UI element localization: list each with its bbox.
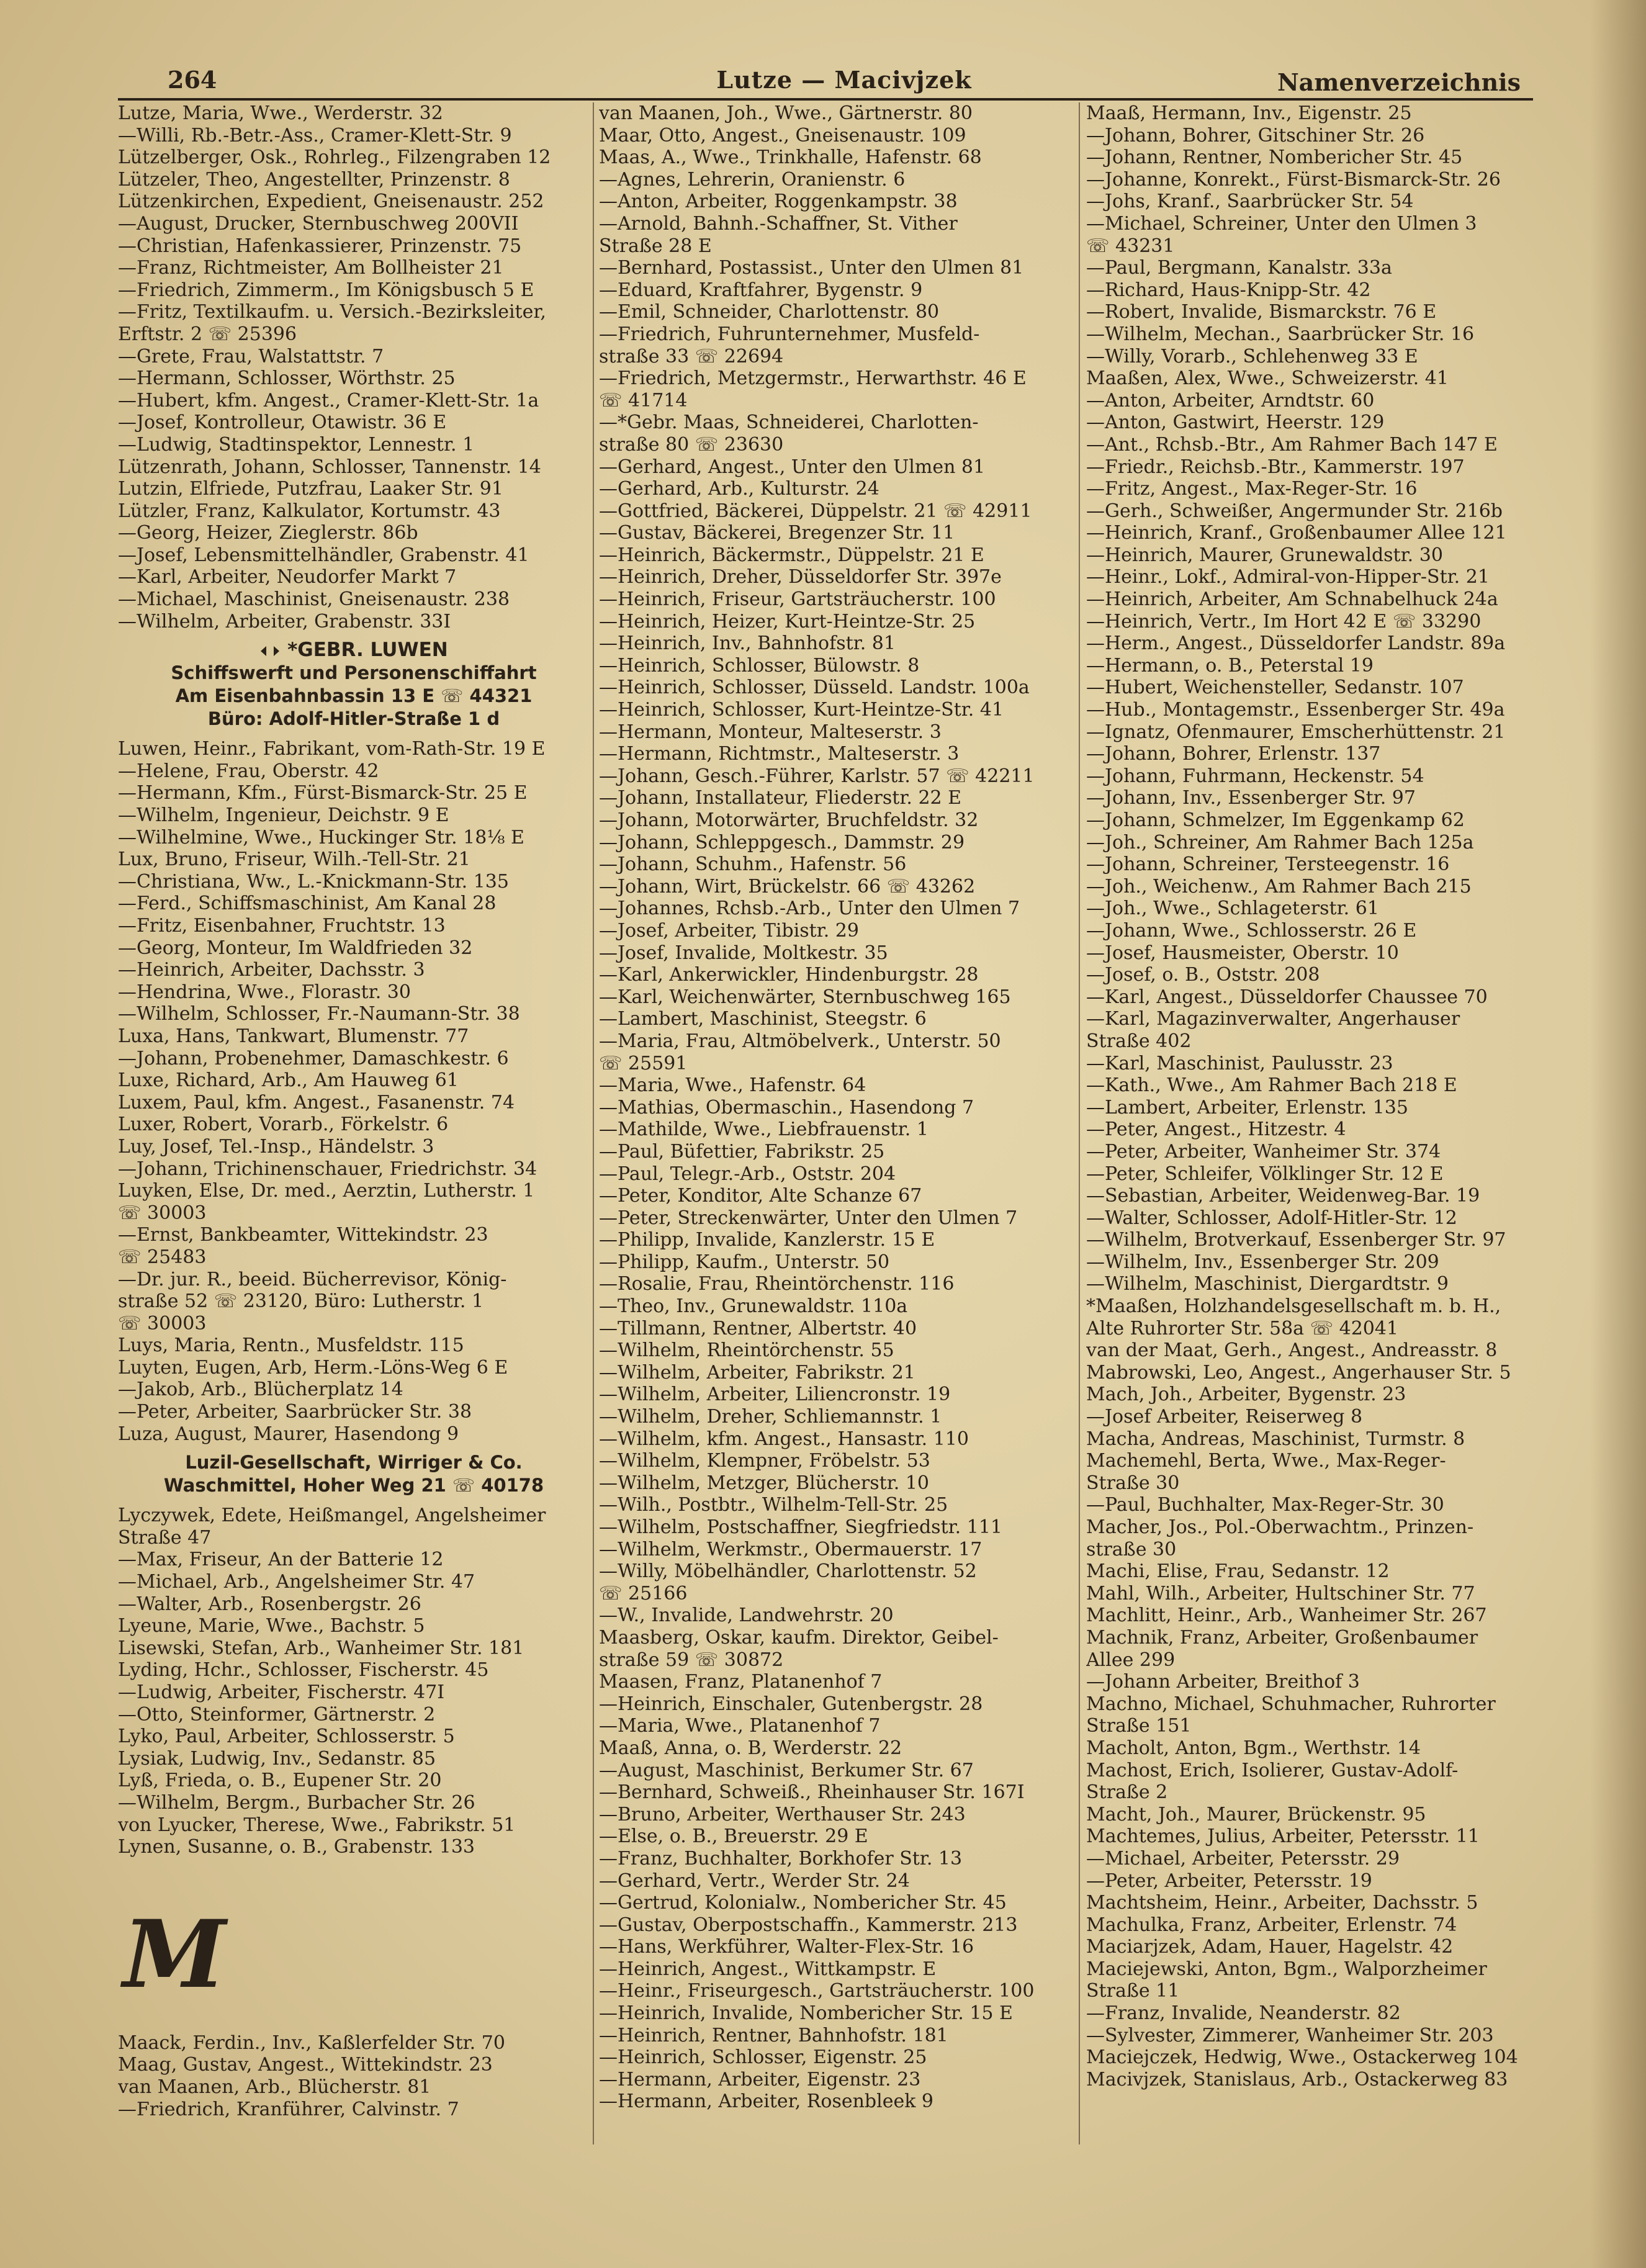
directory-entry: —Wilhelm, Inv., Essenberger Str. 209: [1086, 1251, 1439, 1273]
directory-entry: —Philipp, Invalide, Kanzlerstr. 15 E: [599, 1229, 935, 1251]
ad-luzil-name: Luzil-Gesellschaft, Wirriger & Co.: [185, 1452, 523, 1474]
directory-entry: —Johann, Rentner, Nombericher Str. 45: [1086, 146, 1463, 169]
directory-entry: —Hubert, Weichensteller, Sedanstr. 107: [1086, 677, 1464, 699]
directory-entry: Luys, Maria, Rentn., Musfeldstr. 115: [118, 1334, 464, 1357]
directory-entry: —Josef, Arbeiter, Tibistr. 29: [599, 919, 859, 942]
directory-entry: —Karl, Weichenwärter, Sternbuschweg 165: [599, 986, 1011, 1008]
directory-entry: —Karl, Ankerwickler, Hindenburgstr. 28: [599, 964, 979, 986]
directory-entry: —Else, o. B., Breuerstr. 29 E: [599, 1825, 868, 1848]
directory-entry: ☏ 30003: [118, 1202, 207, 1224]
directory-entry: —Josef, Hausmeister, Oberstr. 10: [1086, 942, 1399, 964]
directory-entry: —Paul, Bergmann, Kanalstr. 33a: [1086, 257, 1392, 279]
directory-entry: —Willy, Vorarb., Schlehenweg 33 E: [1086, 345, 1418, 367]
entry-list-low: [118, 1505, 590, 1858]
directory-entry: —Eduard, Kraftfahrer, Bygenstr. 9: [599, 279, 923, 301]
directory-entry: —Ludwig, Stadtinspektor, Lennestr. 1: [118, 433, 475, 456]
directory-entry: —W., Invalide, Landwehrstr. 20: [599, 1604, 894, 1627]
directory-entry: Lützenrath, Johann, Schlosser, Tannenstr. 14: [118, 456, 541, 478]
directory-entry: —Ant., Rchsb.-Btr., Am Rahmer Bach 147 E: [1086, 433, 1498, 456]
directory-entry: —Bruno, Arbeiter, Werthauser Str. 243: [599, 1803, 966, 1825]
directory-entry: Mabrowski, Leo, Angest., Angerhauser Str. 5: [1086, 1361, 1511, 1384]
column-3: [1086, 102, 1545, 2090]
directory-entry: Maaß, Hermann, Inv., Eigenstr. 25: [1086, 102, 1412, 124]
directory-entry: —Johann, Schmelzer, Im Eggenkamp 62: [1086, 809, 1465, 831]
directory-entry: —Hermann, Schlosser, Wörthstr. 25: [118, 367, 456, 390]
directory-entry: straße 30: [1086, 1538, 1177, 1560]
directory-entry: —Heinrich, Kranf., Großenbaumer Allee 121: [1086, 522, 1507, 544]
ad-luwen-name: *GEBR. LUWEN: [287, 639, 448, 662]
directory-entry: Alte Ruhrorter Str. 58a ☏ 42041: [1086, 1317, 1399, 1339]
directory-entry: —Gerhard, Arb., Kulturstr. 24: [599, 478, 879, 500]
column-1: [118, 102, 590, 2120]
directory-entry: —Rosalie, Frau, Rheintörchenstr. 116: [599, 1273, 955, 1295]
directory-entry: —Hermann, Richtmstr., Malteserstr. 3: [599, 743, 960, 765]
directory-entry: Maciejczek, Hedwig, Wwe., Ostackerweg 104: [1086, 2046, 1518, 2069]
directory-entry: Mach, Joh., Arbeiter, Bygenstr. 23: [1086, 1384, 1406, 1406]
directory-entry: —Peter, Streckenwärter, Unter den Ulmen 7: [599, 1207, 1018, 1229]
directory-entry: Lyczywek, Edete, Heißmangel, Angelsheimer: [118, 1505, 546, 1527]
directory-entry: straße 33 ☏ 22694: [599, 345, 784, 367]
directory-entry: van Maanen, Arb., Blücherstr. 81: [118, 2076, 431, 2098]
directory-entry: Luxem, Paul, kfm. Angest., Fasanenstr. 74: [118, 1091, 515, 1114]
directory-entry: —Ludwig, Arbeiter, Fischerstr. 47I: [118, 1681, 445, 1703]
directory-entry: —Wilh., Postbtr., Wilhelm-Tell-Str. 25: [599, 1494, 948, 1516]
directory-entry: Straße 11: [1086, 1980, 1180, 2002]
directory-entry: —Johann, Probenehmer, Damaschkestr. 6: [118, 1047, 509, 1069]
directory-entry: Maas, A., Wwe., Trinkhalle, Hafenstr. 68: [599, 146, 982, 169]
directory-entry: Machno, Michael, Schuhmacher, Ruhrorter: [1086, 1693, 1496, 1715]
directory-entry: —Wilhelm, Bergm., Burbacher Str. 26: [118, 1791, 475, 1814]
directory-entry: —Christian, Hafenkassierer, Prinzenstr. 75: [118, 235, 522, 257]
entry-list: [599, 102, 1068, 2113]
directory-entry: —August, Drucker, Sternbuschweg 200VII: [118, 212, 519, 235]
directory-entry: —Heinrich, Bäckermstr., Düppelstr. 21 E: [599, 544, 984, 566]
directory-entry: Luxe, Richard, Arb., Am Hauweg 61: [118, 1069, 459, 1092]
directory-entry: ☏ 41714: [599, 389, 688, 412]
directory-entry: Straße 2: [1086, 1781, 1168, 1804]
directory-entry: Macholt, Anton, Bgm., Werthstr. 14: [1086, 1737, 1421, 1759]
directory-entry: —Gottfried, Bäckerei, Düppelstr. 21 ☏ 42911: [599, 500, 1032, 522]
directory-entry: Straße 28 E: [599, 235, 712, 257]
directory-entry: Luwen, Heinr., Fabrikant, vom-Rath-Str. 19 E: [118, 738, 546, 760]
directory-entry: —Georg, Heizer, Zieglerstr. 86b: [118, 522, 418, 544]
directory-entry: —Ignatz, Ofenmaurer, Emscherhüttenstr. 21: [1086, 721, 1506, 743]
directory-entry: —Friedrich, Metzgermstr., Herwarthstr. 46 E: [599, 367, 1027, 390]
directory-entry: —Karl, Maschinist, Paulusstr. 23: [1086, 1052, 1393, 1074]
directory-entry: —Agnes, Lehrerin, Oranienstr. 6: [599, 168, 906, 191]
directory-entry: —Heinrich, Friseur, Gartsträucherstr. 100: [599, 588, 996, 611]
directory-entry: —Hermann, o. B., Peterstal 19: [1086, 654, 1374, 677]
directory-entry: ☏ 25591: [599, 1052, 688, 1074]
directory-entry: Straße 151: [1086, 1715, 1192, 1737]
directory-entry: —Fritz, Textilkaufm. u. Versich.-Bezirksleiter,: [118, 301, 546, 323]
directory-entry: Machost, Erich, Isolierer, Gustav-Adolf-: [1086, 1759, 1459, 1781]
directory-entry: —Joh., Wwe., Schlageterstr. 61: [1086, 898, 1379, 920]
directory-entry: —Johanne, Konrekt., Fürst-Bismarck-Str. 26: [1086, 168, 1501, 191]
directory-entry: —Heinrich, Schlosser, Eigenstr. 25: [599, 2046, 927, 2069]
column-divider: [1079, 102, 1080, 2144]
directory-entry: Machtsheim, Heinr., Arbeiter, Dachsstr. 5: [1086, 1892, 1478, 1914]
directory-entry: van Maanen, Joh., Wwe., Gärtnerstr. 80: [599, 102, 973, 124]
entry-list-bottom: [118, 2032, 590, 2120]
directory-entry: —Franz, Richtmeister, Am Bollheister 21: [118, 257, 504, 279]
directory-entry: Lux, Bruno, Friseur, Wilh.-Tell-Str. 21: [118, 848, 470, 871]
directory-entry: —Fritz, Angest., Max-Reger-Str. 16: [1086, 478, 1418, 500]
directory-entry: —Wilhelm, Arbeiter, Grabenstr. 33I: [118, 610, 451, 632]
ad-luwen-address: Am Eisenbahnbassin 13 E ☏ 44321: [175, 685, 533, 707]
section-letter: M: [123, 1899, 227, 2009]
directory-entry: Luxa, Hans, Tankwart, Blumenstr. 77: [118, 1025, 469, 1047]
directory-entry: —Paul, Telegr.-Arb., Oststr. 204: [599, 1163, 896, 1185]
directory-entry: —Wilhelm, Brotverkauf, Essenberger Str. 97: [1086, 1229, 1506, 1251]
directory-entry: Macha, Andreas, Maschinist, Turmstr. 8: [1086, 1428, 1465, 1450]
directory-entry: —Fritz, Eisenbahner, Fruchtstr. 13: [118, 915, 446, 937]
directory-entry: Lynen, Susanne, o. B., Grabenstr. 133: [118, 1836, 475, 1858]
directory-entry: —Georg, Monteur, Im Waldfrieden 32: [118, 937, 473, 959]
directory-entry: —Wilhelm, Postschaffner, Siegfriedstr. 111: [599, 1516, 1003, 1538]
directory-entry: —Johann, Gesch.-Führer, Karlstr. 57 ☏ 42211: [599, 765, 1035, 787]
directory-entry: —Hermann, Monteur, Malteserstr. 3: [599, 721, 942, 743]
directory-entry: Lützenkirchen, Expedient, Gneisenaustr. 252: [118, 191, 544, 213]
directory-entry: straße 52 ☏ 23120, Büro: Lutherstr. 1: [118, 1290, 484, 1313]
directory-entry: —Heinrich, Angest., Wittkampstr. E: [599, 1958, 937, 1980]
directory-entry: —Wilhelm, kfm. Angest., Hansastr. 110: [599, 1428, 969, 1450]
directory-entry: —Wilhelm, Arbeiter, Fabrikstr. 21: [599, 1361, 915, 1384]
directory-entry: —Gerh., Schweißer, Angermunder Str. 216b: [1086, 500, 1503, 522]
directory-entry: —Maria, Wwe., Platanenhof 7: [599, 1715, 881, 1737]
directory-entry: —Bernhard, Schweiß., Rheinhauser Str. 167I: [599, 1781, 1025, 1804]
directory-entry: —Wilhelm, Rheintörchenstr. 55: [599, 1339, 894, 1362]
directory-entry: —Willy, Möbelhändler, Charlottenstr. 52: [599, 1560, 977, 1583]
directory-entry: —Johann, Bohrer, Gitschiner Str. 26: [1086, 124, 1425, 146]
directory-entry: Luza, August, Maurer, Hasendong 9: [118, 1423, 459, 1445]
directory-entry: —Johs, Kranf., Saarbrücker Str. 54: [1086, 191, 1414, 213]
directory-entry: —August, Maschinist, Berkumer Str. 67: [599, 1759, 974, 1781]
directory-entry: —Tillmann, Rentner, Albertstr. 40: [599, 1317, 917, 1339]
directory-entry: —Hermann, Arbeiter, Rosenbleek 9: [599, 2090, 934, 2113]
page-number: 264: [168, 66, 217, 94]
ad-luzil-address: Waschmittel, Hoher Weg 21 ☏ 40178: [163, 1475, 544, 1496]
directory-entry: —Dr. jur. R., beeid. Bücherrevisor, König-: [118, 1268, 507, 1290]
directory-entry: —Heinrich, Maurer, Grunewaldstr. 30: [1086, 544, 1443, 566]
directory-entry: —Gerhard, Angest., Unter den Ulmen 81: [599, 456, 986, 478]
directory-entry: —Helene, Frau, Oberstr. 42: [118, 760, 379, 782]
directory-entry: van der Maat, Gerh., Angest., Andreasstr. 8: [1086, 1339, 1498, 1362]
directory-entry: Lützelberger, Osk., Rohrleg., Filzengraben 12: [118, 146, 551, 169]
directory-entry: Lyß, Frieda, o. B., Eupener Str. 20: [118, 1770, 442, 1792]
directory-entry: Luy, Josef, Tel.-Insp., Händelstr. 3: [118, 1135, 434, 1158]
directory-entry: —Joh., Weichenw., Am Rahmer Bach 215: [1086, 875, 1472, 898]
directory-entry: —Ernst, Bankbeamter, Wittekindstr. 23: [118, 1224, 488, 1246]
directory-entry: —Friedrich, Kranführer, Calvinstr. 7: [118, 2098, 459, 2120]
directory-entry: —Bernhard, Postassist., Unter den Ulmen 81: [599, 257, 1024, 279]
directory-entry: —Johann, Wwe., Schlosserstr. 26 E: [1086, 919, 1417, 942]
directory-entry: Maasen, Franz, Platanenhof 7: [599, 1671, 883, 1693]
directory-entry: ☏ 25166: [599, 1582, 688, 1604]
directory-entry: —Wilhelmine, Wwe., Huckinger Str. 18⅛ E: [118, 826, 524, 848]
directory-entry: —Hubert, kfm. Angest., Cramer-Klett-Str. 1a: [118, 389, 539, 412]
directory-entry: —Sebastian, Arbeiter, Weidenweg-Bar. 19: [1086, 1185, 1480, 1207]
directory-entry: —Peter, Arbeiter, Saarbrücker Str. 38: [118, 1401, 472, 1423]
directory-entry: —Heinrich, Schlosser, Bülowstr. 8: [599, 654, 920, 677]
directory-entry: Maar, Otto, Angest., Gneisenaustr. 109: [599, 124, 966, 146]
directory-entry: ☏ 43231: [1086, 235, 1175, 257]
directory-entry: —Johann, Motorwärter, Bruchfeldstr. 32: [599, 809, 979, 831]
directory-entry: —Anton, Arbeiter, Arndtstr. 60: [1086, 389, 1375, 412]
directory-entry: —Peter, Angest., Hitzestr. 4: [1086, 1118, 1346, 1141]
directory-entry: Lyko, Paul, Arbeiter, Schlosserstr. 5: [118, 1726, 455, 1748]
directory-entry: —Hub., Montagemstr., Essenberger Str. 49a: [1086, 699, 1505, 721]
section-title: Namenverzeichnis: [1277, 68, 1521, 96]
directory-entry: Lutzin, Elfriede, Putzfrau, Laaker Str. 91: [118, 478, 503, 500]
directory-entry: —Willi, Rb.-Betr.-Ass., Cramer-Klett-Str. 9: [118, 124, 512, 146]
directory-entry: Luyken, Else, Dr. med., Aerztin, Lutherstr. 1: [118, 1180, 535, 1202]
directory-entry: —Hendrina, Wwe., Florastr. 30: [118, 981, 411, 1003]
entry-list-top: [118, 102, 590, 632]
directory-entry: Straße 402: [1086, 1030, 1192, 1052]
directory-entry: —Johann Arbeiter, Breithof 3: [1086, 1671, 1360, 1693]
directory-entry: —Gustav, Oberpostschaffn., Kammerstr. 213: [599, 1914, 1018, 1936]
directory-entry: Maack, Ferdin., Inv., Kaßlerfelder Str. 70: [118, 2032, 505, 2054]
directory-entry: —Johann, Schreiner, Tersteegenstr. 16: [1086, 853, 1450, 876]
directory-entry: —Michael, Arbeiter, Petersstr. 29: [1086, 1847, 1400, 1870]
directory-entry: Maag, Gustav, Angest., Wittekindstr. 23: [118, 2054, 493, 2076]
directory-entry: —Wilhelm, Arbeiter, Liliencronstr. 19: [599, 1384, 951, 1406]
directory-entry: —Hermann, Arbeiter, Eigenstr. 23: [599, 2068, 921, 2090]
directory-entry: —Anton, Arbeiter, Roggenkampstr. 38: [599, 191, 958, 213]
directory-entry: Lützler, Franz, Kalkulator, Kortumstr. 43: [118, 500, 501, 522]
directory-entry: —Wilhelm, Dreher, Schliemannstr. 1: [599, 1406, 942, 1428]
directory-entry: —Heinrich, Invalide, Nombericher Str. 15 E: [599, 2002, 1013, 2025]
directory-entry: —Wilhelm, Metzger, Blücherstr. 10: [599, 1472, 930, 1494]
ad-luwen-office: Büro: Adolf-Hitler-Straße 1 d: [207, 708, 500, 730]
directory-entry: —Joh., Schreiner, Am Rahmer Bach 125a: [1086, 831, 1474, 853]
directory-entry: Maasberg, Oskar, kaufm. Direktor, Geibel-: [599, 1626, 999, 1649]
directory-entry: —Robert, Invalide, Bismarckstr. 76 E: [1086, 301, 1437, 323]
column-divider: [593, 102, 594, 2144]
directory-entry: —Hermann, Kfm., Fürst-Bismarck-Str. 25 E: [118, 782, 528, 804]
directory-entry: —Heinrich, Arbeiter, Am Schnabelhuck 24a: [1086, 588, 1498, 611]
directory-entry: —Richard, Haus-Knipp-Str. 42: [1086, 279, 1371, 301]
directory-entry: —Karl, Angest., Düsseldorfer Chaussee 70: [1086, 986, 1488, 1008]
directory-entry: —Mathilde, Wwe., Liebfrauenstr. 1: [599, 1118, 929, 1141]
directory-entry: —Walter, Arb., Rosenbergstr. 26: [118, 1593, 421, 1615]
directory-entry: —Wilhelm, Mechan., Saarbrücker Str. 16: [1086, 323, 1475, 345]
directory-entry: Macher, Jos., Pol.-Oberwachtm., Prinzen-: [1086, 1516, 1474, 1538]
directory-entry: —Wilhelm, Schlosser, Fr.-Naumann-Str. 38: [118, 1003, 520, 1025]
directory-entry: —Ferd., Schiffsmaschinist, Am Kanal 28: [118, 893, 497, 915]
directory-entry: —Michael, Arb., Angelsheimer Str. 47: [118, 1571, 475, 1593]
ad-luwen-business: Schiffswerft und Personenschiffahrt: [171, 662, 537, 684]
directory-entry: —Josef, Invalide, Moltkestr. 35: [599, 942, 888, 964]
directory-entry: —Paul, Buchhalter, Max-Reger-Str. 30: [1086, 1494, 1444, 1516]
directory-entry: Straße 47: [118, 1526, 212, 1549]
directory-entry: —Karl, Magazinverwalter, Angerhauser: [1086, 1008, 1460, 1030]
directory-entry: —Johann, Schleppgesch., Dammstr. 29: [599, 831, 965, 853]
directory-entry: Lysiak, Ludwig, Inv., Sedanstr. 85: [118, 1747, 436, 1770]
directory-entry: Maaßen, Alex, Wwe., Schweizerstr. 41: [1086, 367, 1449, 390]
directory-entry: Lyeune, Marie, Wwe., Bachstr. 5: [118, 1615, 425, 1637]
directory-entry: Machlitt, Heinr., Arb., Wanheimer Str. 267: [1086, 1604, 1487, 1627]
directory-entry: Allee 299: [1086, 1649, 1176, 1671]
directory-entry: —Franz, Buchhalter, Borkhofer Str. 13: [599, 1847, 963, 1870]
directory-entry: —Gerhard, Vertr., Werder Str. 24: [599, 1870, 910, 1892]
directory-entry: von Lyucker, Therese, Wwe., Fabrikstr. 51: [118, 1814, 516, 1836]
directory-entry: —Paul, Büfettier, Fabrikstr. 25: [599, 1140, 885, 1163]
directory-entry: —Wilhelm, Maschinist, Diergardtstr. 9: [1086, 1273, 1449, 1295]
directory-entry: —Hans, Werkführer, Walter-Flex-Str. 16: [599, 1936, 974, 1958]
directory-entry: —Johann, Inv., Essenberger Str. 97: [1086, 787, 1416, 809]
directory-entry: —Michael, Maschinist, Gneisenaustr. 238: [118, 588, 510, 611]
directory-entry: Machtemes, Julius, Arbeiter, Petersstr. 11: [1086, 1825, 1480, 1848]
directory-entry: —Friedr., Reichsb.-Btr., Kammerstr. 197: [1086, 456, 1465, 478]
directory-entry: —Heinrich, Einschaler, Gutenbergstr. 28: [599, 1693, 983, 1715]
directory-entry: —Johann, Fuhrmann, Heckenstr. 54: [1086, 765, 1424, 787]
directory-entry: —Heinrich, Arbeiter, Dachsstr. 3: [118, 959, 425, 981]
directory-entry: —Heinrich, Rentner, Bahnhofstr. 181: [599, 2024, 948, 2046]
directory-entry: —Heinrich, Schlosser, Düsseld. Landstr. 100a: [599, 677, 1030, 699]
directory-entry: ☏ 25483: [118, 1246, 207, 1268]
directory-entry: Machi, Elise, Frau, Sedanstr. 12: [1086, 1560, 1390, 1583]
directory-entry: —Arnold, Bahnh.-Schaffner, St. Vither: [599, 212, 958, 235]
directory-entry: Macivjzek, Stanislaus, Arb., Ostackerweg 83: [1086, 2068, 1508, 2090]
directory-entry: Straße 30: [1086, 1472, 1180, 1494]
page-header: [168, 62, 1521, 102]
directory-entry: —Jakob, Arb., Blücherplatz 14: [118, 1379, 403, 1401]
ad-luwen: [118, 639, 590, 731]
directory-entry: —Johann, Schuhm., Hafenstr. 56: [599, 853, 907, 876]
directory-entry: —Michael, Schreiner, Unter den Ulmen 3: [1086, 212, 1477, 235]
directory-entry: —Heinrich, Schlosser, Kurt-Heintze-Str. 41: [599, 699, 1004, 721]
directory-entry: Lyding, Hchr., Schlosser, Fischerstr. 45: [118, 1659, 489, 1681]
directory-entry: —Wilhelm, Ingenieur, Deichstr. 9 E: [118, 804, 449, 827]
directory-entry: —Philipp, Kaufm., Unterstr. 50: [599, 1251, 890, 1273]
directory-entry: —Peter, Konditor, Alte Schanze 67: [599, 1185, 922, 1207]
directory-entry: Luxer, Robert, Vorarb., Förkelstr. 6: [118, 1114, 449, 1136]
directory-entry: —Lambert, Arbeiter, Erlenstr. 135: [1086, 1096, 1408, 1118]
directory-entry: —Johannes, Rchsb.-Arb., Unter den Ulmen 7: [599, 898, 1020, 920]
directory-entry: —Friedrich, Zimmerm., Im Königsbusch 5 E: [118, 279, 534, 301]
directory-entry: —Heinrich, Inv., Bahnhofstr. 81: [599, 632, 896, 655]
directory-entry: —Heinr., Lokf., Admiral-von-Hipper-Str. 21: [1086, 566, 1490, 588]
entry-list: [1086, 102, 1545, 2090]
directory-entry: Mahl, Wilh., Arbeiter, Hultschiner Str. 77: [1086, 1582, 1475, 1604]
directory-entry: Maaß, Anna, o. B, Werderstr. 22: [599, 1737, 902, 1759]
directory-entry: —*Gebr. Maas, Schneiderei, Charlotten-: [599, 412, 979, 434]
entry-list-mid: [118, 738, 590, 1445]
directory-entry: —Peter, Arbeiter, Wanheimer Str. 374: [1086, 1140, 1441, 1163]
directory-entry: Macht, Joh., Maurer, Brückenstr. 95: [1086, 1803, 1426, 1825]
ad-luzil: [118, 1451, 590, 1497]
header-rule: [118, 98, 1533, 101]
directory-entry: —Gertrud, Kolonialw., Nombericher Str. 45: [599, 1892, 1007, 1914]
directory-entry: —Heinr., Friseurgesch., Gartsträucherstr. 100: [599, 1980, 1035, 2002]
directory-entry: —Theo, Inv., Grunewaldstr. 110a: [599, 1295, 908, 1318]
directory-entry: —Karl, Arbeiter, Neudorfer Markt 7: [118, 566, 457, 588]
directory-entry: straße 59 ☏ 30872: [599, 1649, 784, 1671]
directory-entry: —Max, Friseur, An der Batterie 12: [118, 1549, 444, 1571]
running-title: Lutze — Macivjzek: [716, 66, 972, 94]
directory-entry: Luyten, Eugen, Arb, Herm.-Löns-Weg 6 E: [118, 1356, 508, 1379]
directory-entry: —Christiana, Ww., L.-Knickmann-Str. 135: [118, 870, 509, 893]
directory-entry: —Friedrich, Fuhrunternehmer, Musfeld-: [599, 323, 980, 345]
ad-luwen-name-line: [118, 639, 590, 662]
directory-entry: —Josef, Lebensmittelhändler, Grabenstr. 41: [118, 544, 529, 566]
directory-entry: —Josef Arbeiter, Reiserweg 8: [1086, 1406, 1363, 1428]
directory-entry: —Gustav, Bäckerei, Bregenzer Str. 11: [599, 522, 955, 544]
directory-entry: —Walter, Schlosser, Adolf-Hitler-Str. 12: [1086, 1207, 1457, 1229]
directory-entry: —Wilhelm, Klempner, Fröbelstr. 53: [599, 1450, 930, 1472]
directory-entry: —Johann, Wirt, Brückelstr. 66 ☏ 43262: [599, 875, 976, 898]
directory-entry: Machulka, Franz, Arbeiter, Erlenstr. 74: [1086, 1914, 1457, 1936]
directory-entry: straße 80 ☏ 23630: [599, 433, 784, 456]
directory-entry: Machemehl, Berta, Wwe., Max-Reger-: [1086, 1450, 1446, 1472]
directory-entry: —Johann, Bohrer, Erlenstr. 137: [1086, 743, 1381, 765]
directory-entry: —Wilhelm, Werkmstr., Obermauerstr. 17: [599, 1538, 983, 1560]
directory-entry: ☏ 30003: [118, 1312, 207, 1334]
page-edge-shadow: [1590, 0, 1646, 2268]
directory-entry: Machnik, Franz, Arbeiter, Großenbaumer: [1086, 1626, 1478, 1649]
directory-entry: —Johann, Installateur, Fliederstr. 22 E: [599, 787, 962, 809]
directory-entry: —Grete, Frau, Walstattstr. 7: [118, 345, 384, 367]
directory-entry: Erftstr. 2 ☏ 25396: [118, 323, 297, 345]
directory-entry: Lutze, Maria, Wwe., Werderstr. 32: [118, 102, 443, 124]
directory-entry: —Heinrich, Dreher, Düsseldorfer Str. 397e: [599, 566, 1002, 588]
directory-entry: —Josef, Kontrolleur, Otawistr. 36 E: [118, 412, 447, 434]
directory-entry: Lützeler, Theo, Angestellter, Prinzenstr. 8: [118, 168, 510, 191]
directory-entry: —Maria, Frau, Altmöbelverk., Unterstr. 50: [599, 1030, 1001, 1052]
directory-entry: —Maria, Wwe., Hafenstr. 64: [599, 1074, 866, 1097]
directory-entry: —Sylvester, Zimmerer, Wanheimer Str. 203: [1086, 2024, 1494, 2046]
directory-entry: —Anton, Gastwirt, Heerstr. 129: [1086, 412, 1385, 434]
directory-entry: —Heinrich, Vertr., Im Hort 42 E ☏ 33290: [1086, 610, 1482, 632]
directory-entry: Lisewski, Stefan, Arb., Wanheimer Str. 181: [118, 1637, 524, 1659]
directory-entry: —Emil, Schneider, Charlottenstr. 80: [599, 301, 940, 323]
column-2: [599, 102, 1068, 2113]
directory-entry: —Mathias, Obermaschin., Hasendong 7: [599, 1096, 974, 1118]
directory-entry: —Peter, Schleifer, Völklinger Str. 12 E: [1086, 1163, 1444, 1185]
directory-entry: *Maaßen, Holzhandelsgesellschaft m. b. H.,: [1086, 1295, 1501, 1318]
directory-entry: —Josef, o. B., Oststr. 208: [1086, 964, 1320, 986]
directory-entry: —Herm., Angest., Düsseldorfer Landstr. 89a: [1086, 632, 1506, 655]
directory-entry: —Lambert, Maschinist, Steegstr. 6: [599, 1008, 927, 1030]
directory-entry: —Otto, Steinformer, Gärtnerstr. 2: [118, 1703, 436, 1726]
directory-entry: —Heinrich, Heizer, Kurt-Heintze-Str. 25: [599, 610, 976, 632]
directory-entry: —Johann, Trichinenschauer, Friedrichstr. 34: [118, 1158, 537, 1180]
flag-logo-icon: [259, 644, 281, 658]
directory-entry: Maciarjzek, Adam, Hauer, Hagelstr. 42: [1086, 1936, 1454, 1958]
directory-entry: —Kath., Wwe., Am Rahmer Bach 218 E: [1086, 1074, 1457, 1097]
directory-entry: —Peter, Arbeiter, Petersstr. 19: [1086, 1870, 1372, 1892]
directory-entry: Maciejewski, Anton, Bgm., Walporzheimer: [1086, 1958, 1487, 1980]
directory-entry: —Franz, Invalide, Neanderstr. 82: [1086, 2002, 1401, 2025]
